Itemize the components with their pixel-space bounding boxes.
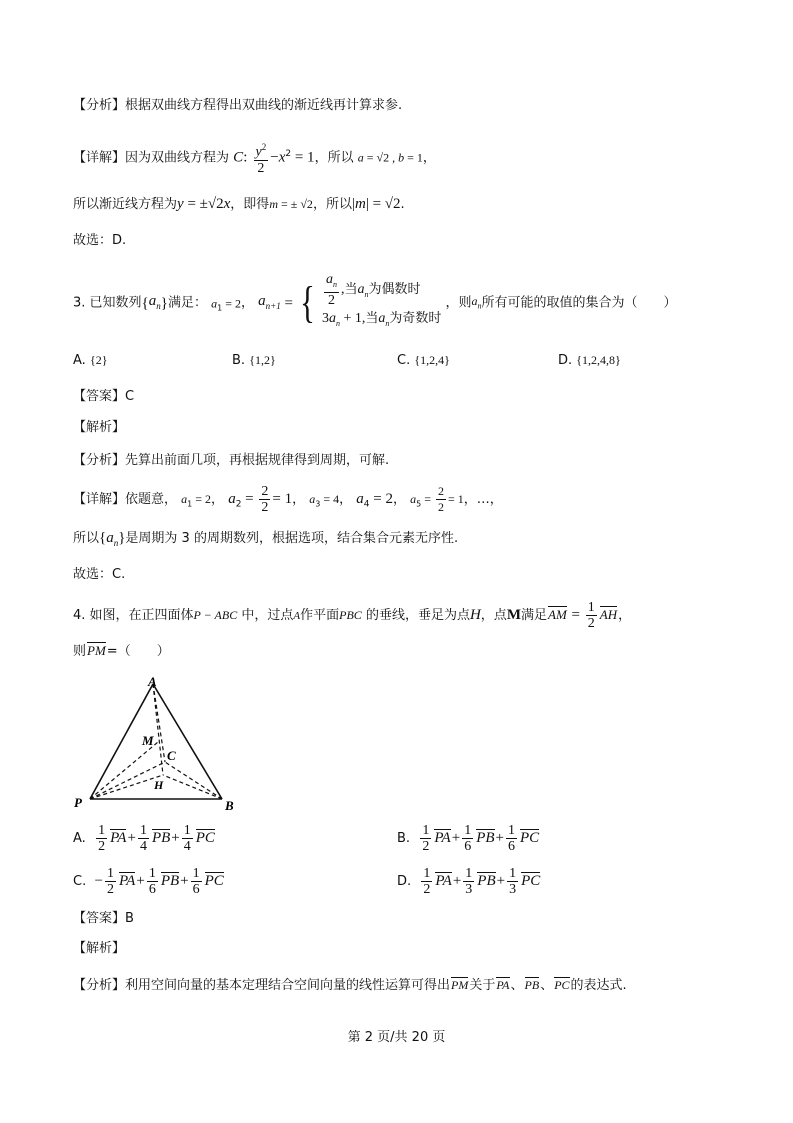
answer-4: 【答案】B (73, 911, 134, 926)
q4-option-a: A. $\frac{1}{2}$ PA+ $\frac{1}{4}$ PB+ $\frac{1}{4}$ PC (73, 823, 215, 854)
explain-3: 【解析】 (73, 420, 126, 435)
choice-3: 故选：C. (73, 567, 126, 582)
piecewise: $\frac{a_n}{2}$ ,当$a_n$为偶数时 $3a_n + 1$,当$a_n$为奇数时 (321, 272, 442, 328)
tetrahedron-figure (70, 672, 245, 812)
question-4: 4. 如图，在正四面体P − ABC 中，过点A作平面PBC 的垂线，垂足为点H，点M满足AM = $\frac{1}{2}$ AH， (73, 600, 632, 631)
asymptote-line: 所以渐近线方程为y = ±√2x，即得m = ± √2，所以|m| = √2. (73, 196, 405, 212)
label-P: P (74, 795, 82, 810)
page-footer: 第 2 页/共 20 页 (347, 1030, 446, 1045)
fraction: $\frac{y^2}{2}$ (255, 142, 267, 176)
detail-text: 因为双曲线方程为 (125, 150, 230, 166)
label-B: B (225, 798, 234, 812)
analysis-tag: 【分析】 (73, 98, 126, 113)
q4-option-c: C. − $\frac{1}{2}$ PA+ $\frac{1}{6}$ PB+ $\frac{1}{6}$ PC (73, 866, 224, 897)
math-expr: C (233, 149, 244, 166)
analysis-3: 【分析】先算出前面几项，再根据规律得到周期，可解. (73, 453, 390, 468)
label-M: M (142, 733, 154, 748)
analysis-text: 根据双曲线方程得出双曲线的渐近线再计算求参. (125, 98, 403, 113)
option-b: B. {1,2} (232, 353, 276, 368)
period-line: 所以$\{a_n\}$是周期为 3 的周期数列，根据选项，结合集合元素无序性. (73, 530, 459, 548)
choice-line: 故选：D. (73, 233, 127, 248)
explain-4: 【解析】 (73, 941, 126, 956)
option-a: A. {2} (73, 353, 108, 368)
label-C: C (167, 748, 176, 763)
q4-option-b: B. $\frac{1}{2}$ PA+ $\frac{1}{6}$ PB+ $\frac{1}{6}$ PC (397, 823, 540, 854)
analysis-line (73, 97, 402, 115)
q4-option-d: D. $\frac{1}{2}$ PA+ $\frac{1}{3}$ PB+ $\frac{1}{3}$ PC (397, 866, 541, 897)
label-H: H (154, 778, 164, 792)
detail-line: 【详解】因为双曲线方程为 C: $\frac{y^2}{2}$ $-x^2 = 1$，所以 a = √2 , b = 1， (73, 142, 436, 176)
answer-3: 【答案】C (73, 389, 135, 404)
detail-3: 【详解】依题意， $a_1 = 2$， $a_2$ = $\frac{2}{2}$ = 1， $a_3 = 4$， $a_4 = 2$， $a_5$ = $\frac{2}{2}$ = 1，…， (73, 484, 503, 515)
label-A: A (148, 674, 157, 689)
question-3: 3. 已知数列$\{a_n\}$满足： $a_1 = 2$， $a_{n+1}$ = { $\frac{a_n}{2}$ ,当$a_n$为偶数时 $3a_n + 1$,当$a_n$为奇数时 ，则$a_n$所有可能的取值的集合为（ ） (73, 272, 677, 332)
option-d: D. {1,2,4,8} (558, 353, 621, 368)
question-4-cont: 则PM=（ ） (73, 643, 170, 659)
detail-tag: 【详解】 (73, 150, 126, 166)
option-c: C. {1,2,4} (397, 353, 450, 368)
analysis-4: 【分析】利用空间向量的基本定理结合空间向量的线性运算可得出PM关于PA、PB、PC的表达式. (73, 978, 627, 993)
